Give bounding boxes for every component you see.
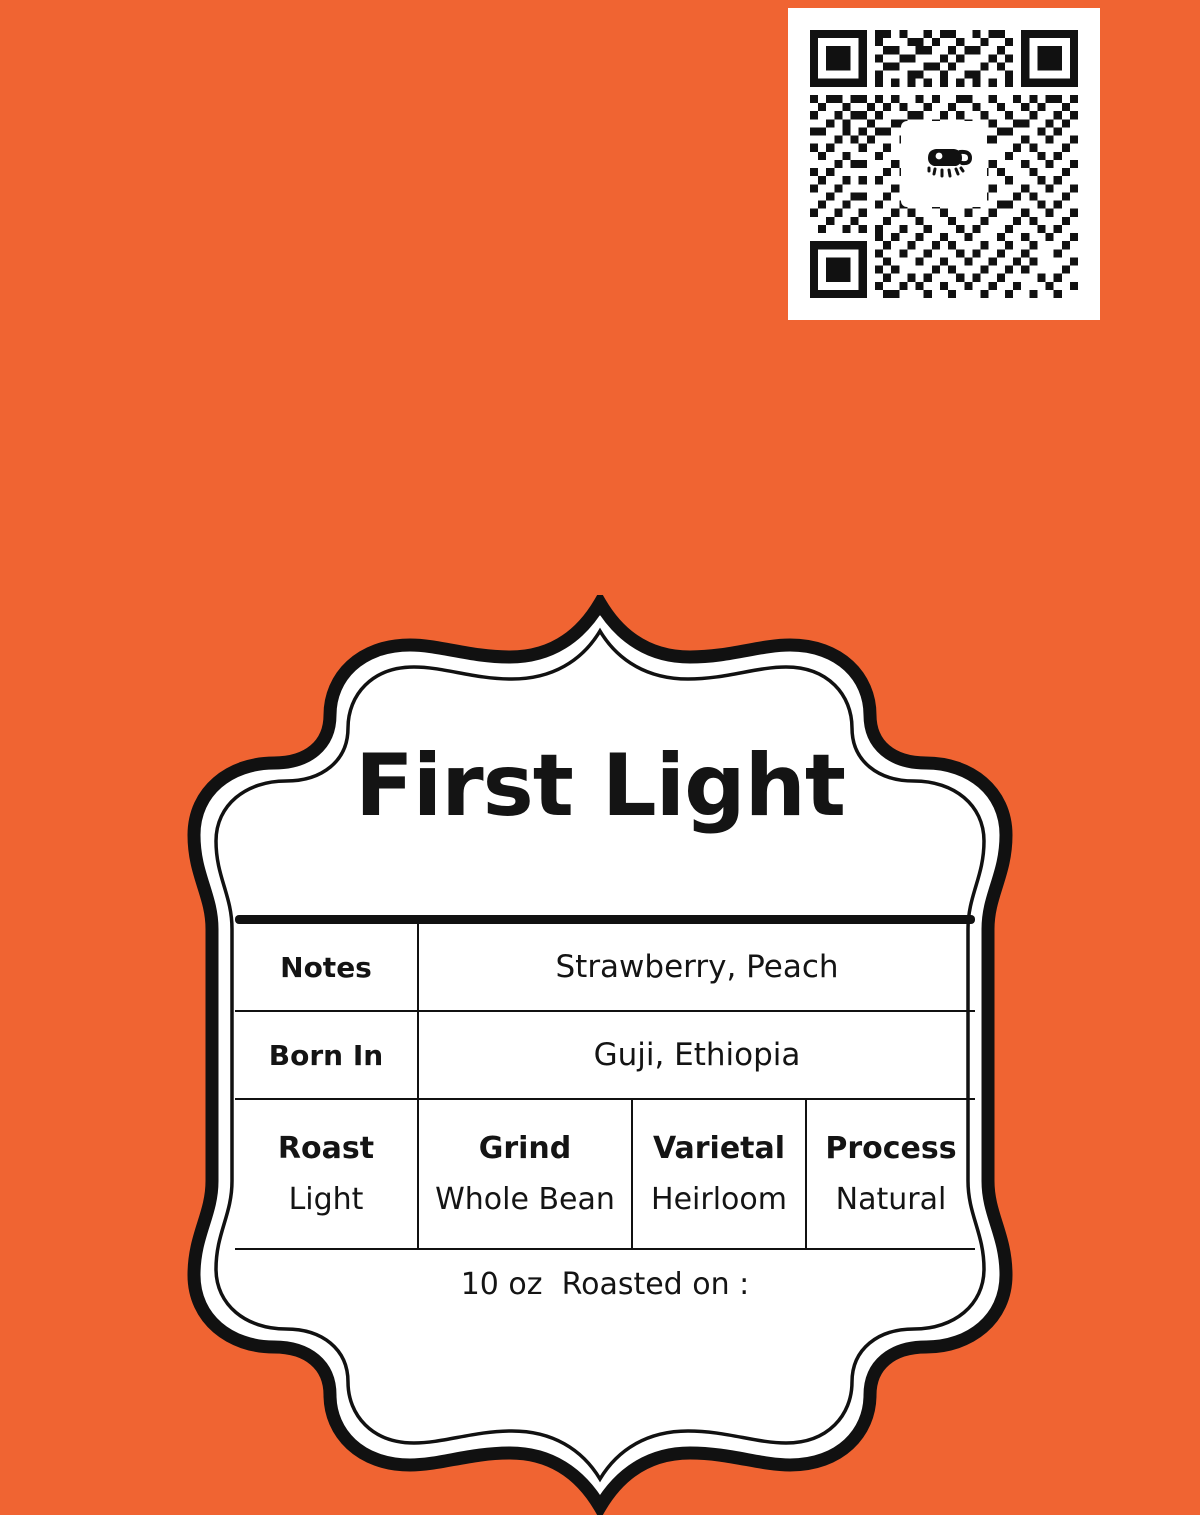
roast-value: Light: [288, 1182, 364, 1217]
spec-table: [235, 915, 975, 1250]
qr-code-card[interactable]: [788, 8, 1100, 320]
coffee-pot-icon: [901, 121, 987, 207]
table-row-born-in: [235, 1012, 975, 1100]
table-row-attributes: [235, 1100, 975, 1250]
grind-label: Grind: [478, 1131, 572, 1166]
coffee-label-plaque: [150, 595, 1050, 1515]
table-row-notes: [235, 924, 975, 1012]
footer-gap: [543, 1267, 562, 1302]
footer-line: [235, 1267, 975, 1302]
varietal-label: Varietal: [652, 1131, 786, 1166]
process-value: Natural: [835, 1182, 947, 1217]
grind-cell: [417, 1100, 631, 1248]
process-cell: [805, 1100, 975, 1248]
page-title: First Light: [354, 736, 846, 836]
varietal-cell: [631, 1100, 805, 1248]
net-weight: 10 oz: [460, 1267, 543, 1302]
roast-cell: [235, 1100, 417, 1248]
notes-value: Strawberry, Peach: [417, 924, 975, 1010]
roast-label: Roast: [277, 1131, 375, 1166]
varietal-value: Heirloom: [651, 1182, 787, 1217]
notes-label: Notes: [280, 950, 372, 984]
born-in-label: Born In: [268, 1038, 384, 1072]
table-top-rule: [235, 915, 975, 924]
born-in-value: Guji, Ethiopia: [417, 1012, 975, 1098]
process-label: Process: [825, 1131, 957, 1166]
roasted-on-label: Roasted on :: [561, 1267, 750, 1302]
grind-value: Whole Bean: [435, 1182, 615, 1217]
